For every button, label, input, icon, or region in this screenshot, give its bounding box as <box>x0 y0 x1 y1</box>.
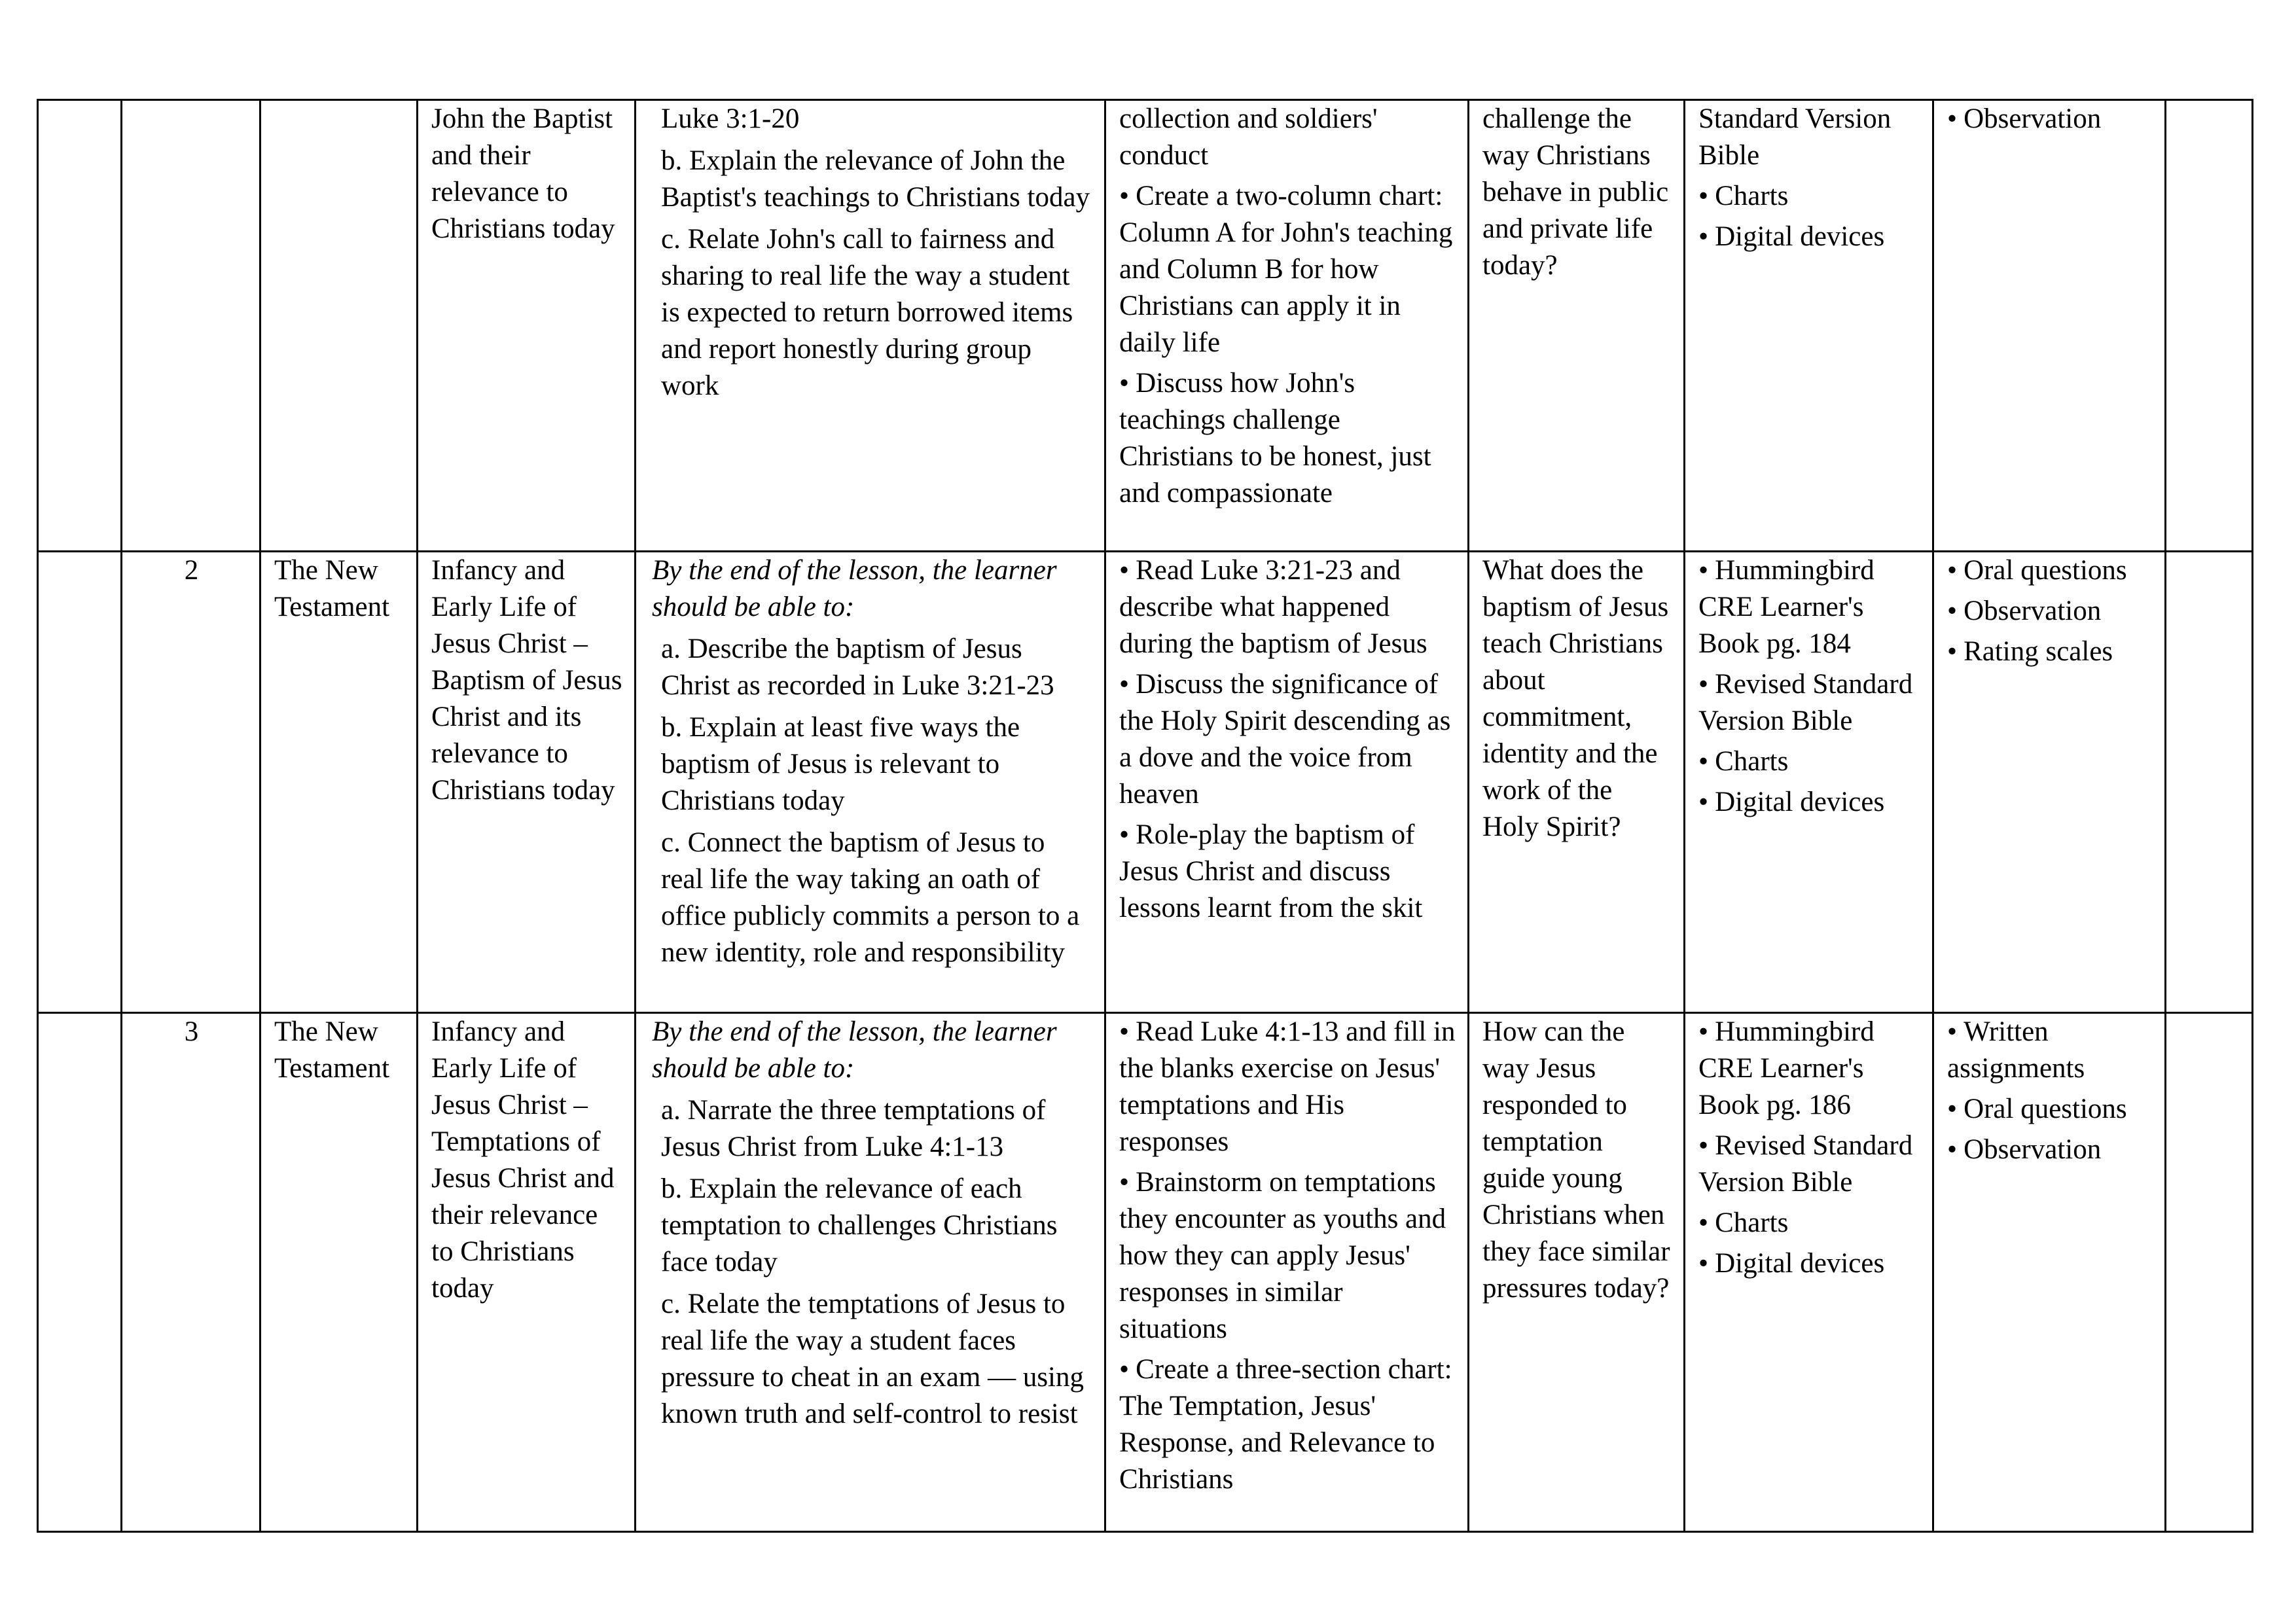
assessment-cell <box>1933 552 2166 1013</box>
outcome-item: c. Relate the temptations of Jesus to real life the way a student faces pressure to cheat in an exam — using known truth and self-control to resist <box>661 1289 1085 1429</box>
experience-lead: collection and soldiers' conduct <box>1119 103 1378 171</box>
experience-item: • Brainstorm on temptations they encounter as youths and how they can apply Jesus' responses in similar situations <box>1119 1164 1456 1347</box>
lesson-cell <box>38 1013 122 1532</box>
outcomes-intro: By the end of the lesson, the learner should be able to: <box>652 1016 1057 1084</box>
resource-list <box>1698 552 1920 821</box>
experience-list <box>1119 178 1456 512</box>
assessment-list <box>1947 552 2153 670</box>
remarks-cell <box>2166 552 2253 1013</box>
outcome-item: b. Explain the relevance of each temptation to challenges Christians face today <box>661 1173 1058 1277</box>
remarks-cell <box>2166 1013 2253 1532</box>
experience-item: • Create a two-column chart: Column A for John's teaching and Column B for how Christians can apply it in daily life <box>1119 178 1456 361</box>
experience-list <box>1119 552 1456 927</box>
resource-item: • Hummingbird CRE Learner's Book pg. 184 <box>1698 552 1920 662</box>
experience-item: • Create a three-section chart: The Temptation, Jesus' Response, and Relevance to Christians <box>1119 1351 1456 1498</box>
experience-item: • Read Luke 4:1-13 and fill in the blanks exercise on Jesus' temptations and His responses <box>1119 1014 1456 1160</box>
week-cell <box>122 100 260 552</box>
resource-item: • Charts <box>1698 1205 1920 1241</box>
learning-outcomes-cell <box>636 1013 1105 1532</box>
sub-strand-cell: Infancy and Early Life of Jesus Christ – Baptism of Jesus Christ and its relevance to Christians today <box>418 552 636 1013</box>
learning-experiences-cell <box>1105 552 1469 1013</box>
assessment-item: • Observation <box>1947 593 2153 630</box>
resource-item: • Charts <box>1698 743 1920 780</box>
week-cell: 3 <box>122 1013 260 1532</box>
assessment-item: • Oral questions <box>1947 552 2153 589</box>
resource-item: • Revised Standard Version Bible <box>1698 666 1920 740</box>
experience-item: • Discuss the significance of the Holy Spirit descending as a dove and the voice from heaven <box>1119 666 1456 813</box>
outcome-item: c. Relate John's call to fairness and sharing to real life the way a student is expected to return borrowed items and report honestly during group work <box>661 224 1073 401</box>
learning-experiences-cell <box>1105 1013 1469 1532</box>
learning-outcomes-cell <box>636 552 1105 1013</box>
assessment-item: • Observation <box>1947 1132 2153 1168</box>
learning-resources-cell <box>1685 100 1933 552</box>
assessment-item: • Rating scales <box>1947 633 2153 670</box>
lesson-cell <box>38 100 122 552</box>
sub-strand-cell: John the Baptist and their relevance to Christians today <box>418 100 636 552</box>
key-inquiry-cell: challenge the way Christians behave in public and private life today? <box>1469 100 1685 552</box>
assessment-item: • Oral questions <box>1947 1091 2153 1128</box>
key-inquiry-cell: How can the way Jesus responded to temptation guide young Christians when they face similar pressures today? <box>1469 1013 1685 1532</box>
table-row <box>38 552 2253 1013</box>
week-cell: 2 <box>122 552 260 1013</box>
table-row <box>38 100 2253 552</box>
assessment-cell <box>1933 100 2166 552</box>
outcome-item: c. Connect the baptism of Jesus to real life the way taking an oath of office publicly commits a person to a new identity, role and responsibility <box>661 827 1080 968</box>
assessment-list <box>1947 101 2153 137</box>
outcome-item: b. Explain at least five ways the baptism of Jesus is relevant to Christians today <box>661 712 1020 816</box>
assessment-item: • Written assignments <box>1947 1014 2153 1087</box>
resource-list <box>1698 178 1920 255</box>
table-body <box>38 100 2253 1532</box>
scheme-of-work-table <box>37 99 2253 1533</box>
resource-item: • Revised Standard Version Bible <box>1698 1128 1920 1201</box>
learning-resources-cell <box>1685 552 1933 1013</box>
remarks-cell <box>2166 100 2253 552</box>
strand-cell: The New Testament <box>260 552 418 1013</box>
outcome-item: a. Narrate the three temptations of Jesus Christ from Luke 4:1-13 <box>661 1095 1046 1162</box>
learning-experiences-cell <box>1105 100 1469 552</box>
outcome-item: a. Describe the baptism of Jesus Christ as recorded in Luke 3:21-23 <box>661 633 1054 701</box>
assessment-cell <box>1933 1013 2166 1532</box>
assessment-list <box>1947 1014 2153 1168</box>
assessment-item: • Observation <box>1947 101 2153 137</box>
experience-list <box>1119 1014 1456 1498</box>
table-row <box>38 1013 2253 1532</box>
learning-resources-cell <box>1685 1013 1933 1532</box>
outcomes-intro: By the end of the lesson, the learner should be able to: <box>652 555 1057 622</box>
resource-item: • Digital devices <box>1698 1245 1920 1282</box>
resource-lead: Standard Version Bible <box>1698 103 1892 171</box>
strand-cell: The New Testament <box>260 1013 418 1532</box>
experience-item: • Discuss how John's teachings challenge Christians to be honest, just and compassionate <box>1119 365 1456 512</box>
outcome-item: Luke 3:1-20 <box>661 103 800 134</box>
resource-item: • Digital devices <box>1698 219 1920 255</box>
resource-list <box>1698 1014 1920 1282</box>
strand-cell <box>260 100 418 552</box>
key-inquiry-cell: What does the baptism of Jesus teach Christians about commitment, identity and the work of the Holy Spirit? <box>1469 552 1685 1013</box>
sub-strand-cell: Infancy and Early Life of Jesus Christ – Temptations of Jesus Christ and their relevance to Christians today <box>418 1013 636 1532</box>
resource-item: • Digital devices <box>1698 784 1920 821</box>
experience-item: • Read Luke 3:21-23 and describe what happened during the baptism of Jesus <box>1119 552 1456 662</box>
resource-item: • Hummingbird CRE Learner's Book pg. 186 <box>1698 1014 1920 1124</box>
outcome-item: b. Explain the relevance of John the Baptist's teachings to Christians today <box>661 145 1090 213</box>
learning-outcomes-cell <box>636 100 1105 552</box>
resource-item: • Charts <box>1698 178 1920 215</box>
lesson-cell <box>38 552 122 1013</box>
experience-item: • Role-play the baptism of Jesus Christ and discuss lessons learnt from the skit <box>1119 817 1456 927</box>
